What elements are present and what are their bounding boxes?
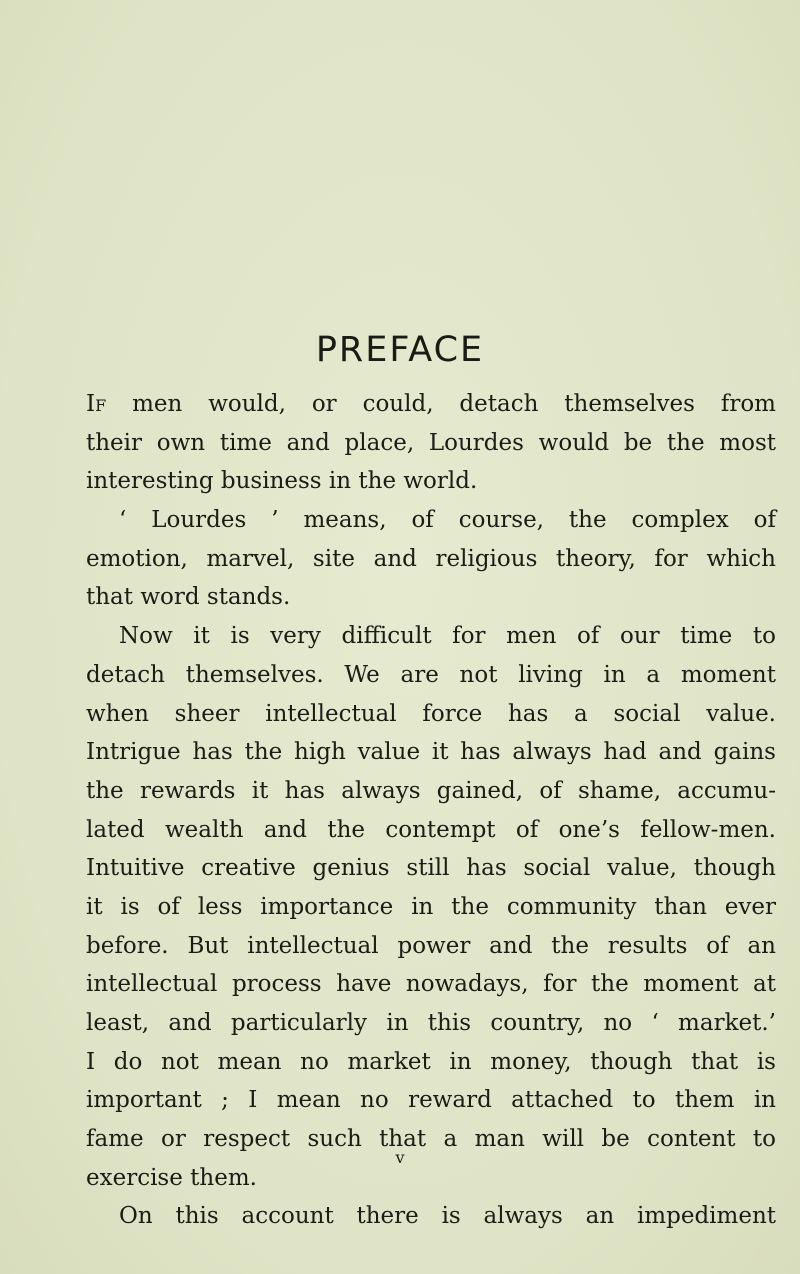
body-text <box>86 385 776 1236</box>
drop-word: If <box>86 391 107 417</box>
text-line: before. But intellectual power and the results of an <box>86 932 776 959</box>
text-line: their own time and place, Lourdes would be the most <box>86 429 776 456</box>
text-line: On this account there is always an impediment <box>119 1203 776 1230</box>
text-line: it is of less importance in the community than ever <box>86 893 776 920</box>
page-title: PREFACE <box>315 330 485 370</box>
text-line: fame or respect such that a man will be content to <box>86 1126 776 1153</box>
text-line: detach themselves. We are not living in a moment <box>86 661 776 688</box>
line-rest: men would, or could, detach themselves from <box>106 391 776 417</box>
text-line: important ; I mean no reward attached to them in <box>86 1087 776 1114</box>
text-line: Intrigue has the high value it has always had and gains <box>86 739 776 766</box>
text-line: ‘ Lourdes ’ means, of course, the complex of <box>119 507 776 534</box>
text-line: lated wealth and the contempt of one’s fellow-men. <box>86 816 776 843</box>
text-line: exercise them. <box>86 1164 257 1191</box>
text-line: interesting business in the world. <box>86 468 478 495</box>
text-line: when sheer intellectual force has a social value. <box>86 700 776 727</box>
text-line <box>86 385 776 424</box>
page-number: v <box>395 1148 405 1167</box>
text-line: Intuitive creative genius still has social value, though <box>86 855 776 882</box>
text-line: emotion, marvel, site and religious theory, for which <box>86 545 776 572</box>
text-line: I do not mean no market in money, though that is <box>86 1048 776 1075</box>
text-line: intellectual process have nowadays, for the moment at <box>86 971 776 998</box>
text-line: the rewards it has always gained, of shame, accumu- <box>86 777 776 804</box>
text-line: that word stands. <box>86 584 291 611</box>
text-line: Now it is very difficult for men of our time to <box>119 623 776 650</box>
text-line: least, and particularly in this country, no ‘ market.’ <box>86 1010 776 1036</box>
